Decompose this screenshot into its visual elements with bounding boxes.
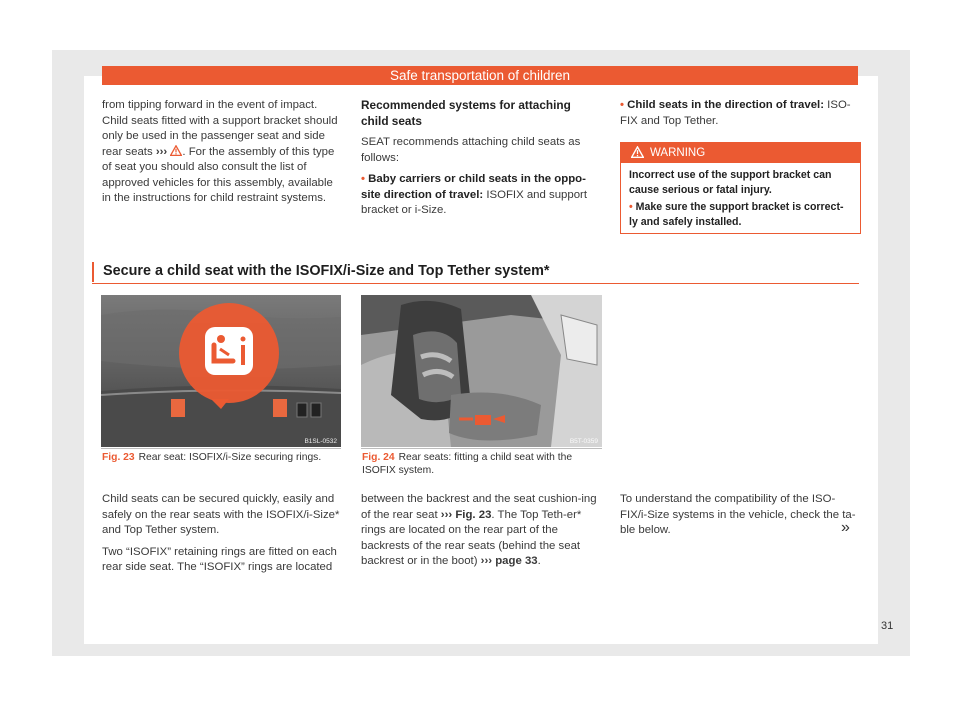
- figure-24-caption: Fig. 24 Rear seats: fitting a child seat with the ISOFIX system.: [362, 452, 573, 476]
- warning-text-1: Incorrect use of the support bracket can cause serious or fatal injury.: [629, 169, 832, 196]
- warning-triangle-icon: [631, 146, 644, 158]
- caption-rule: [101, 448, 341, 449]
- recommended-intro: SEAT recommends attaching child seats as follows:: [361, 136, 581, 164]
- recommended-bullet: • Baby carriers or child seats in the oppo-site direction of travel: ISOFIX and support bracket or i-Size.: [361, 173, 588, 216]
- figure-24-image: [361, 295, 602, 447]
- page-number: 31: [881, 620, 894, 632]
- rear-seat-isofix-illustration: [101, 295, 341, 447]
- warning-header: WARNING: [621, 143, 860, 163]
- body-paragraph-4: To understand the compatibility of the ISO-FIX/i-Size systems in the vehicle, check the ta-ble below.: [620, 493, 856, 536]
- page-33-link[interactable]: ››› page 33: [480, 555, 538, 567]
- body-paragraph-1: Child seats can be secured quickly, easily and safely on the rear seats with the ISOFIX/i-Size* and Top Tether system.: [102, 493, 340, 536]
- forward-bullet: • Child seats in the direction of travel: ISO-FIX and Top Tether.: [620, 99, 851, 127]
- warning-triangle-icon: [170, 145, 182, 156]
- body-paragraph-3: between the backrest and the seat cushion-ing of the rear seat ››› Fig. 23. The Top Teth-er* rings are located on the rear part of the backrests of the rear seats (behind the seat backrest or in the boot) ››› page 33.: [361, 493, 597, 567]
- intro-column-3: [620, 98, 860, 135]
- figure-code: B1SL-0532: [304, 438, 337, 445]
- recommended-heading: Recommended systems for attaching child seats: [361, 98, 571, 128]
- section-rule: [92, 283, 859, 284]
- intro-column-2: [361, 98, 601, 225]
- body-column-3: [620, 492, 860, 545]
- page-header: Safe transportation of children: [102, 66, 858, 85]
- body-paragraph-2: Two “ISOFIX” retaining rings are fitted on each rear side seat. The “ISOFIX” rings are located: [102, 545, 337, 573]
- bullet-dot: •: [629, 201, 633, 213]
- body-column-1: [102, 492, 342, 582]
- section-title: Secure a child seat with the ISOFIX/i-Size and Top Tether system*: [103, 263, 550, 279]
- body-column-2: [361, 492, 603, 576]
- section-accent-bar: [92, 262, 94, 282]
- figure-23-link[interactable]: ››› Fig. 23: [440, 508, 492, 521]
- bullet-dot: •: [620, 99, 624, 111]
- figure-23-caption: Fig. 23 Rear seat: ISOFIX/i-Size securing rings.: [102, 452, 322, 463]
- figure-code: B5T-0359: [569, 438, 598, 445]
- figure-23-image: [101, 295, 341, 447]
- caption-rule: [361, 448, 602, 449]
- continue-mark: »: [841, 519, 850, 536]
- bullet-dot: •: [361, 173, 365, 185]
- warning-body: [621, 163, 860, 229]
- warning-text-2: • Make sure the support bracket is correct-ly and safely installed.: [629, 201, 844, 228]
- warning-box: [620, 142, 861, 234]
- intro-column-1: [102, 98, 340, 213]
- warning-reference[interactable]: ›››: [155, 145, 168, 158]
- child-seat-fitting-illustration: [361, 295, 602, 447]
- intro-paragraph: from tipping forward in the event of impact. Child seats fitted with a support bracket should only be used in the passenger seat and side rear seats ››› . For the assembly of this type of seat you should also consult the list of approved vehicles for this assembly, available in the instructions for child restraint systems.: [102, 99, 338, 204]
